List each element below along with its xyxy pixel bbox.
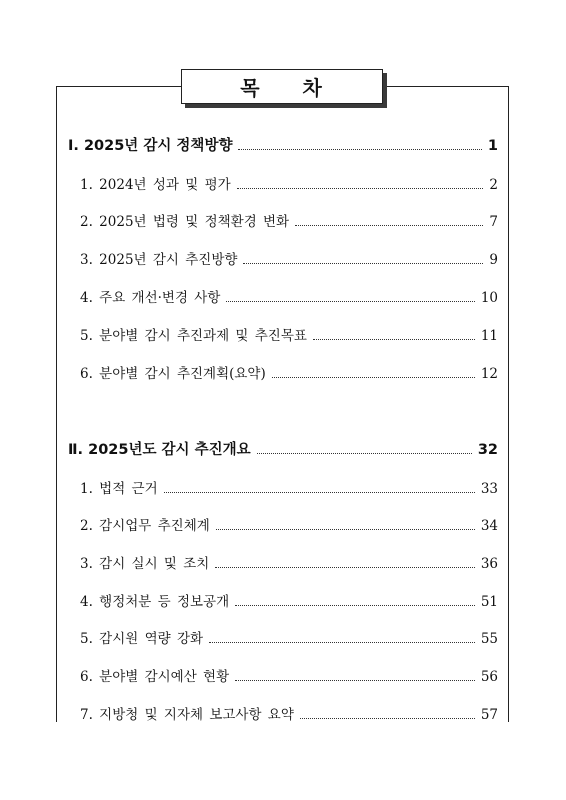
page-number: 51 bbox=[480, 594, 498, 610]
toc-section-2[interactable] bbox=[68, 438, 498, 459]
item-label: 4. 주요 개선·변경 사항 bbox=[80, 290, 221, 306]
page-number: 2 bbox=[489, 177, 498, 193]
item-label: 2. 2025년 법령 및 정책환경 변화 bbox=[80, 214, 290, 230]
page-number: 55 bbox=[480, 631, 498, 647]
toc-title-box bbox=[181, 69, 383, 104]
dot-leader bbox=[257, 452, 472, 454]
page-number: 12 bbox=[480, 366, 498, 382]
dot-leader bbox=[226, 300, 474, 302]
toc-item[interactable] bbox=[68, 362, 498, 382]
dot-leader bbox=[238, 148, 481, 150]
item-label: 1. 2024년 성과 및 평가 bbox=[80, 177, 231, 193]
page-number: 36 bbox=[480, 556, 498, 572]
item-label: 7. 지방청 및 지자체 보고사항 요약 bbox=[80, 707, 294, 723]
page-number: 7 bbox=[489, 214, 498, 230]
toc-item[interactable] bbox=[68, 590, 498, 610]
dot-leader bbox=[272, 376, 475, 378]
dot-leader bbox=[235, 604, 475, 606]
page-number: 1 bbox=[487, 138, 498, 154]
toc-item[interactable] bbox=[68, 477, 498, 497]
item-label: 5. 감시원 역량 강화 bbox=[80, 631, 204, 647]
page-number: 56 bbox=[480, 669, 498, 685]
toc-item[interactable] bbox=[68, 552, 498, 572]
page-number: 9 bbox=[489, 252, 498, 268]
item-label: 2. 감시업무 추진체계 bbox=[80, 518, 210, 534]
item-label: 4. 행정처분 등 정보공개 bbox=[80, 594, 230, 610]
item-label: 6. 분야별 감시예산 현황 bbox=[80, 669, 230, 685]
toc-item[interactable] bbox=[68, 173, 498, 193]
toc-item[interactable] bbox=[68, 324, 498, 344]
page-number: 32 bbox=[477, 442, 498, 458]
item-label: 3. 2025년 감시 추진방향 bbox=[80, 252, 238, 268]
dot-leader bbox=[237, 187, 484, 189]
toc-item[interactable] bbox=[68, 514, 498, 534]
dot-leader bbox=[243, 262, 483, 264]
toc-item[interactable] bbox=[68, 665, 498, 685]
toc-title: 목 차 bbox=[240, 76, 324, 100]
dot-leader bbox=[209, 641, 475, 643]
page-number: 10 bbox=[480, 290, 498, 306]
page-number: 11 bbox=[480, 328, 498, 344]
toc-section-1[interactable] bbox=[68, 134, 498, 155]
toc-item[interactable] bbox=[68, 703, 498, 723]
page-number: 57 bbox=[480, 707, 498, 723]
dot-leader bbox=[164, 491, 475, 493]
toc-item[interactable] bbox=[68, 210, 498, 230]
dot-leader bbox=[300, 717, 475, 719]
item-label: 1. 법적 근거 bbox=[80, 481, 158, 497]
section-label: Ⅰ. 2025년 감시 정책방향 bbox=[68, 138, 233, 154]
item-label: 3. 감시 실시 및 조치 bbox=[80, 556, 210, 572]
dot-leader bbox=[215, 566, 474, 568]
page-number: 34 bbox=[480, 518, 498, 534]
section-label: Ⅱ. 2025년도 감시 추진개요 bbox=[68, 442, 251, 458]
dot-leader bbox=[295, 224, 483, 226]
item-label: 5. 분야별 감시 추진과제 및 추진목표 bbox=[80, 328, 307, 344]
toc-item[interactable] bbox=[68, 286, 498, 306]
item-label: 6. 분야별 감시 추진계획(요약) bbox=[80, 366, 266, 382]
toc-item[interactable] bbox=[68, 248, 498, 268]
page-number: 33 bbox=[480, 481, 498, 497]
dot-leader bbox=[216, 528, 475, 530]
toc-item[interactable] bbox=[68, 627, 498, 647]
dot-leader bbox=[235, 679, 475, 681]
dot-leader bbox=[313, 338, 475, 340]
